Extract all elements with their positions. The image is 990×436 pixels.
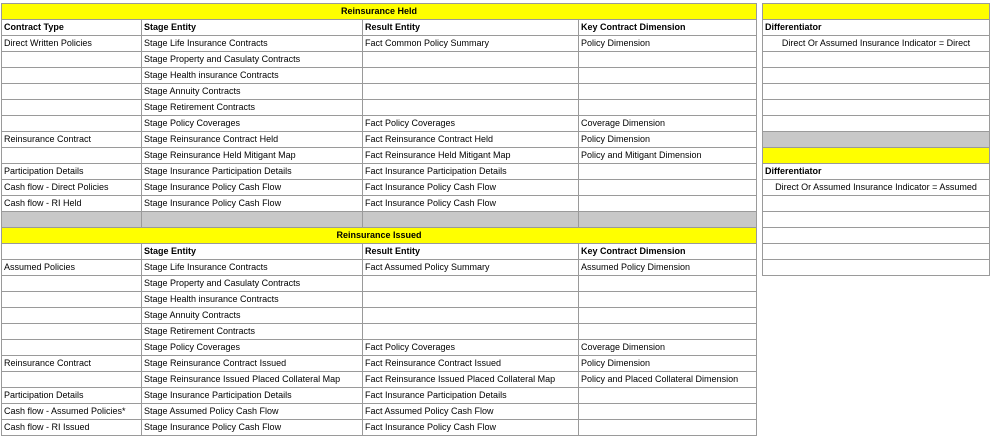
table-cell: Stage Annuity Contracts	[142, 84, 363, 100]
differentiator-band	[763, 4, 990, 20]
table-cell	[579, 308, 757, 324]
table-cell	[579, 52, 757, 68]
table-cell	[579, 276, 757, 292]
separator-cell	[579, 212, 757, 228]
differentiator-value: Direct Or Assumed Insurance Indicator = Assumed	[763, 180, 990, 196]
table-cell: Stage Insurance Policy Cash Flow	[142, 196, 363, 212]
table-row	[2, 148, 757, 164]
section-separator	[2, 212, 757, 228]
table-row	[2, 356, 757, 372]
table-cell: Stage Life Insurance Contracts	[142, 36, 363, 52]
table-row	[2, 116, 757, 132]
table-cell	[2, 116, 142, 132]
table-row	[2, 164, 757, 180]
issued-header-row	[2, 244, 757, 260]
table-cell: Stage Health insurance Contracts	[142, 68, 363, 84]
table-cell: Coverage Dimension	[579, 116, 757, 132]
table-cell	[2, 292, 142, 308]
table-cell: Cash flow - RI Held	[2, 196, 142, 212]
held-title-row	[2, 4, 757, 20]
table-cell	[2, 276, 142, 292]
table-cell: Assumed Policies	[2, 260, 142, 276]
table-cell: Fact Insurance Policy Cash Flow	[363, 180, 579, 196]
table-cell	[579, 84, 757, 100]
issued-diff-row	[763, 260, 990, 276]
table-cell	[579, 164, 757, 180]
table-cell: Stage Retirement Contracts	[142, 324, 363, 340]
differentiator-value: Direct Or Assumed Insurance Indicator = Direct	[763, 36, 990, 52]
table-cell	[579, 196, 757, 212]
column-header: Key Contract Dimension	[579, 244, 757, 260]
differentiator-header: Differentiator	[763, 20, 990, 36]
held-diff-band	[763, 4, 990, 20]
table-row	[2, 196, 757, 212]
differentiator-header: Differentiator	[763, 164, 990, 180]
table-cell: Fact Reinsurance Contract Issued	[363, 356, 579, 372]
differentiator-empty-cell	[763, 244, 990, 260]
table-cell	[2, 68, 142, 84]
separator-cell	[363, 212, 579, 228]
differentiator-empty-cell	[763, 68, 990, 84]
table-row	[2, 420, 757, 436]
separator-cell	[2, 212, 142, 228]
column-header: Result Entity	[363, 244, 579, 260]
table-cell: Fact Reinsurance Issued Placed Collateral Map	[363, 372, 579, 388]
differentiator-empty-cell	[763, 100, 990, 116]
column-header: Contract Type	[2, 20, 142, 36]
table-cell: Fact Reinsurance Contract Held	[363, 132, 579, 148]
table-row	[2, 52, 757, 68]
issued-diff-header-row	[763, 164, 990, 180]
table-cell: Cash flow - Assumed Policies*	[2, 404, 142, 420]
table-row	[2, 308, 757, 324]
table-cell: Fact Insurance Policy Cash Flow	[363, 196, 579, 212]
table-row	[2, 340, 757, 356]
table-cell	[579, 68, 757, 84]
differentiator-empty-cell	[763, 116, 990, 132]
table-cell	[579, 100, 757, 116]
table-cell	[579, 404, 757, 420]
table-cell: Stage Life Insurance Contracts	[142, 260, 363, 276]
table-row	[2, 372, 757, 388]
differentiator-empty-cell	[763, 260, 990, 276]
table-cell	[363, 68, 579, 84]
issued-diff-row	[763, 244, 990, 260]
table-cell: Participation Details	[2, 164, 142, 180]
table-row	[2, 84, 757, 100]
table-cell: Stage Reinsurance Issued Placed Collateral Map	[142, 372, 363, 388]
table-cell: Assumed Policy Dimension	[579, 260, 757, 276]
table-cell	[579, 388, 757, 404]
table-cell: Reinsurance Contract	[2, 132, 142, 148]
section-separator	[763, 132, 990, 148]
table-cell	[2, 100, 142, 116]
table-cell: Policy Dimension	[579, 356, 757, 372]
held-header-row	[2, 20, 757, 36]
table-cell: Fact Insurance Participation Details	[363, 164, 579, 180]
table-cell	[363, 52, 579, 68]
table-cell: Fact Assumed Policy Summary	[363, 260, 579, 276]
table-cell: Stage Annuity Contracts	[142, 308, 363, 324]
table-cell: Policy Dimension	[579, 36, 757, 52]
table-row	[2, 324, 757, 340]
table-cell: Fact Insurance Policy Cash Flow	[363, 420, 579, 436]
issued-section-title: Reinsurance Issued	[2, 228, 757, 244]
table-row	[2, 260, 757, 276]
table-cell: Stage Insurance Policy Cash Flow	[142, 420, 363, 436]
held-diff-row	[763, 52, 990, 68]
table-cell: Fact Common Policy Summary	[363, 36, 579, 52]
table-cell: Stage Health insurance Contracts	[142, 292, 363, 308]
table-cell: Fact Assumed Policy Cash Flow	[363, 404, 579, 420]
column-header: Key Contract Dimension	[579, 20, 757, 36]
issued-diff-row	[763, 196, 990, 212]
table-cell: Reinsurance Contract	[2, 356, 142, 372]
table-cell: Stage Property and Casulaty Contracts	[142, 276, 363, 292]
table-cell	[579, 420, 757, 436]
table-row	[2, 180, 757, 196]
table-cell	[579, 324, 757, 340]
table-cell: Fact Insurance Participation Details	[363, 388, 579, 404]
held-section-title: Reinsurance Held	[2, 4, 757, 20]
table-cell: Stage Property and Casulaty Contracts	[142, 52, 363, 68]
table-row	[2, 404, 757, 420]
table-cell	[2, 84, 142, 100]
issued-title-row	[2, 228, 757, 244]
separator-cell	[142, 212, 363, 228]
column-header: Result Entity	[363, 20, 579, 36]
table-cell: Stage Retirement Contracts	[142, 100, 363, 116]
table-cell: Stage Policy Coverages	[142, 340, 363, 356]
table-cell: Stage Reinsurance Contract Issued	[142, 356, 363, 372]
table-cell	[579, 292, 757, 308]
held-diff-row	[763, 84, 990, 100]
issued-diff-band	[763, 148, 990, 164]
differentiator-empty-cell	[763, 212, 990, 228]
table-cell	[363, 308, 579, 324]
table-cell	[2, 372, 142, 388]
held-diff-header-row	[763, 20, 990, 36]
table-row	[2, 36, 757, 52]
table-cell: Cash flow - RI Issued	[2, 420, 142, 436]
held-diff-row	[763, 116, 990, 132]
held-diff-row	[763, 68, 990, 84]
table-cell	[363, 100, 579, 116]
table-cell: Stage Insurance Policy Cash Flow	[142, 180, 363, 196]
reinsurance-table	[1, 3, 757, 436]
table-cell: Stage Policy Coverages	[142, 116, 363, 132]
table-cell: Stage Insurance Participation Details	[142, 164, 363, 180]
table-cell: Participation Details	[2, 388, 142, 404]
table-row	[2, 68, 757, 84]
table-cell	[363, 84, 579, 100]
table-cell: Coverage Dimension	[579, 340, 757, 356]
issued-diff-row	[763, 212, 990, 228]
table-cell: Fact Reinsurance Held Mitigant Map	[363, 148, 579, 164]
differentiator-empty-cell	[763, 52, 990, 68]
table-row	[2, 100, 757, 116]
differentiator-empty-cell	[763, 228, 990, 244]
table-cell: Stage Assumed Policy Cash Flow	[142, 404, 363, 420]
table-cell	[2, 324, 142, 340]
table-cell	[2, 52, 142, 68]
table-cell	[363, 292, 579, 308]
table-cell	[363, 324, 579, 340]
table-cell	[2, 340, 142, 356]
table-cell: Policy and Placed Collateral Dimension	[579, 372, 757, 388]
issued-diff-row	[763, 228, 990, 244]
differentiator-empty-cell	[763, 84, 990, 100]
table-cell	[2, 148, 142, 164]
table-cell: Policy and Mitigant Dimension	[579, 148, 757, 164]
column-header	[2, 244, 142, 260]
column-header: Stage Entity	[142, 20, 363, 36]
column-header: Stage Entity	[142, 244, 363, 260]
table-cell	[579, 180, 757, 196]
table-cell: Policy Dimension	[579, 132, 757, 148]
table-cell: Direct Written Policies	[2, 36, 142, 52]
table-cell: Fact Policy Coverages	[363, 340, 579, 356]
separator-cell	[763, 132, 990, 148]
differentiator-empty-cell	[763, 196, 990, 212]
table-cell	[2, 308, 142, 324]
table-row	[2, 388, 757, 404]
table-cell: Cash flow - Direct Policies	[2, 180, 142, 196]
table-row	[2, 276, 757, 292]
differentiator-band	[763, 148, 990, 164]
held-diff-row	[763, 100, 990, 116]
table-cell	[363, 276, 579, 292]
differentiator-table	[762, 3, 990, 276]
table-row	[2, 132, 757, 148]
table-cell: Fact Policy Coverages	[363, 116, 579, 132]
table-cell: Stage Insurance Participation Details	[142, 388, 363, 404]
table-cell: Stage Reinsurance Held Mitigant Map	[142, 148, 363, 164]
table-row	[2, 292, 757, 308]
table-cell: Stage Reinsurance Contract Held	[142, 132, 363, 148]
